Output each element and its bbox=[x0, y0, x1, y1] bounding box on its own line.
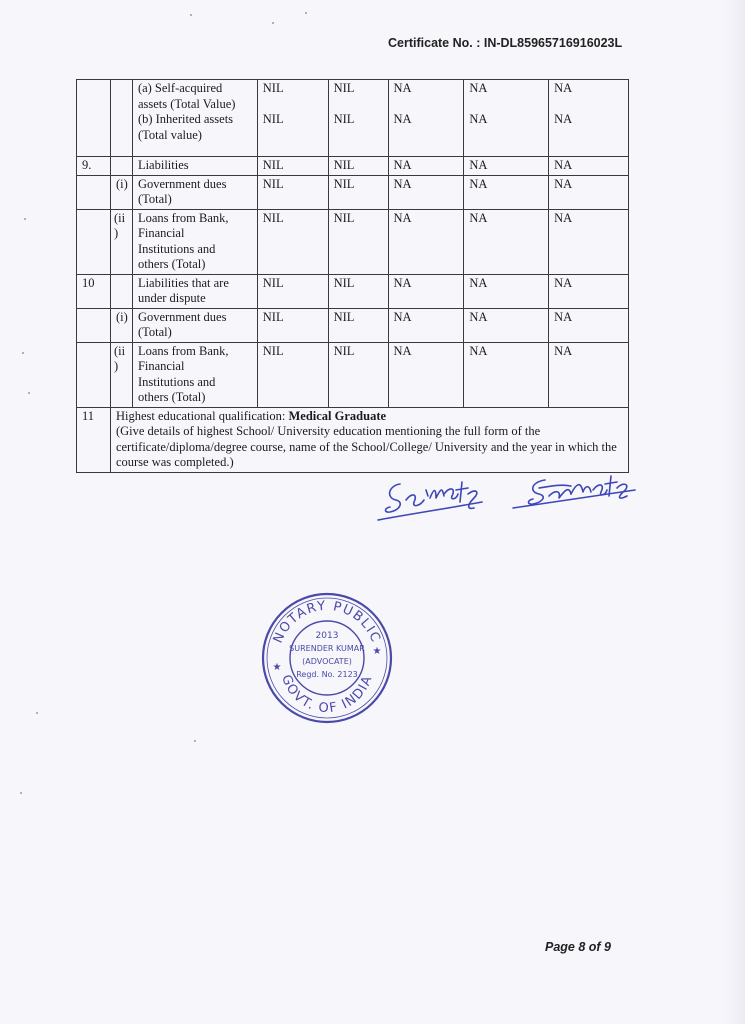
row-subnumber: (ii ) bbox=[110, 342, 132, 407]
value-cell: NA bbox=[388, 342, 464, 407]
page-number: Page 8 of 9 bbox=[545, 940, 611, 954]
notary-stamp bbox=[257, 588, 397, 728]
row-number bbox=[77, 308, 111, 342]
value-cell: NIL bbox=[328, 342, 388, 407]
value-cell: NA bbox=[549, 342, 629, 407]
qualification-label: Highest educational qualification: bbox=[115, 408, 289, 423]
row-description: Loans from Bank, Financial Institutions and others (Total) bbox=[132, 342, 257, 407]
table-row bbox=[77, 342, 629, 407]
table-row bbox=[77, 209, 629, 274]
stamp-star-icon: ★ bbox=[272, 662, 282, 673]
row-subnumber: (i) bbox=[110, 308, 132, 342]
row-number bbox=[77, 342, 111, 407]
stamp-title: (ADVOCATE) bbox=[302, 657, 352, 666]
value-cell: NA NA bbox=[388, 80, 464, 157]
value-cell: NA bbox=[464, 274, 549, 308]
row-number: 10 bbox=[77, 274, 111, 308]
row-number bbox=[77, 175, 111, 209]
scan-speck bbox=[194, 740, 196, 742]
value-cell: NIL bbox=[257, 175, 328, 209]
scan-speck bbox=[24, 218, 26, 220]
value-cell: NIL bbox=[257, 157, 328, 176]
row-description: (a) Self-acquired assets (Total Value) (b) Inherited assets (Total value) bbox=[132, 80, 257, 157]
stamp-top-text: NOTARY PUBLIC bbox=[270, 598, 384, 646]
row-description: Liabilities bbox=[132, 157, 257, 176]
row-description: Liabilities that are under dispute bbox=[132, 274, 257, 308]
value-cell: NA bbox=[388, 209, 464, 274]
value-cell: NA bbox=[464, 157, 549, 176]
table-row bbox=[77, 80, 629, 157]
row-subnumber: (i) bbox=[110, 175, 132, 209]
row-number: 11 bbox=[77, 407, 111, 472]
value-cell: NIL bbox=[257, 209, 328, 274]
scan-speck bbox=[28, 392, 30, 394]
stamp-name: SURENDER KUMAR bbox=[289, 644, 365, 653]
value-cell: NA bbox=[549, 308, 629, 342]
value-cell: NIL NIL bbox=[257, 80, 328, 157]
value-cell: NIL bbox=[257, 308, 328, 342]
row-subnumber: (ii ) bbox=[110, 209, 132, 274]
value-cell: NIL bbox=[328, 274, 388, 308]
row-description: Loans from Bank, Financial Institutions and others (Total) bbox=[132, 209, 257, 274]
table-row bbox=[77, 157, 629, 176]
qualification-note: (Give details of highest School/ University education mentioning the full form of the certificate/diploma/degree course, name of the School/College/ University and the year in which the course was completed.) bbox=[115, 424, 617, 469]
certificate-number: Certificate No. : IN-DL85965716916023L bbox=[388, 36, 623, 50]
value-cell: NA bbox=[388, 175, 464, 209]
value-cell: NA bbox=[464, 308, 549, 342]
value-cell: NA bbox=[464, 175, 549, 209]
row-description: Government dues (Total) bbox=[132, 175, 257, 209]
value-cell: NA bbox=[464, 209, 549, 274]
assets-liabilities-table bbox=[76, 79, 629, 473]
table-row bbox=[77, 274, 629, 308]
value-cell: NA bbox=[549, 274, 629, 308]
value-cell: NA bbox=[464, 342, 549, 407]
row-subnumber bbox=[110, 80, 132, 157]
value-cell: NIL bbox=[328, 209, 388, 274]
value-cell: NIL bbox=[328, 308, 388, 342]
row-subnumber bbox=[110, 274, 132, 308]
value-cell: NA NA bbox=[464, 80, 549, 157]
value-cell: NA bbox=[388, 274, 464, 308]
scan-speck bbox=[272, 22, 274, 24]
value-cell: NIL bbox=[257, 342, 328, 407]
value-cell: NIL bbox=[257, 274, 328, 308]
row-subnumber bbox=[110, 157, 132, 176]
stamp-bottom-text: GOVT. OF INDIA bbox=[278, 672, 376, 717]
value-cell: NIL bbox=[328, 157, 388, 176]
scan-speck bbox=[20, 792, 22, 794]
row-number: 9. bbox=[77, 157, 111, 176]
value-cell: NA bbox=[549, 175, 629, 209]
value-cell: NA bbox=[388, 308, 464, 342]
row-number bbox=[77, 80, 111, 157]
scan-speck bbox=[190, 14, 192, 16]
scan-speck bbox=[22, 352, 24, 354]
scan-speck bbox=[36, 712, 38, 714]
value-cell: NA bbox=[388, 157, 464, 176]
stamp-year: 2013 bbox=[315, 631, 339, 641]
stamp-star-icon: ★ bbox=[372, 646, 382, 657]
value-cell: NA NA bbox=[549, 80, 629, 157]
value-cell: NIL NIL bbox=[328, 80, 388, 157]
qualification-value: Medical Graduate bbox=[288, 408, 387, 423]
qualification-cell bbox=[110, 407, 628, 472]
row-number bbox=[77, 209, 111, 274]
row-description: Government dues (Total) bbox=[132, 308, 257, 342]
scan-speck bbox=[305, 12, 307, 14]
signature-first bbox=[370, 470, 490, 526]
stamp-regd: Regd. No. 2123 bbox=[296, 670, 358, 679]
value-cell: NA bbox=[549, 209, 629, 274]
value-cell: NA bbox=[549, 157, 629, 176]
table-row bbox=[77, 175, 629, 209]
table-row-qualification bbox=[77, 407, 629, 472]
table-row bbox=[77, 308, 629, 342]
signature-second bbox=[505, 468, 640, 516]
page-edge-shadow bbox=[723, 0, 745, 1024]
value-cell: NIL bbox=[328, 175, 388, 209]
